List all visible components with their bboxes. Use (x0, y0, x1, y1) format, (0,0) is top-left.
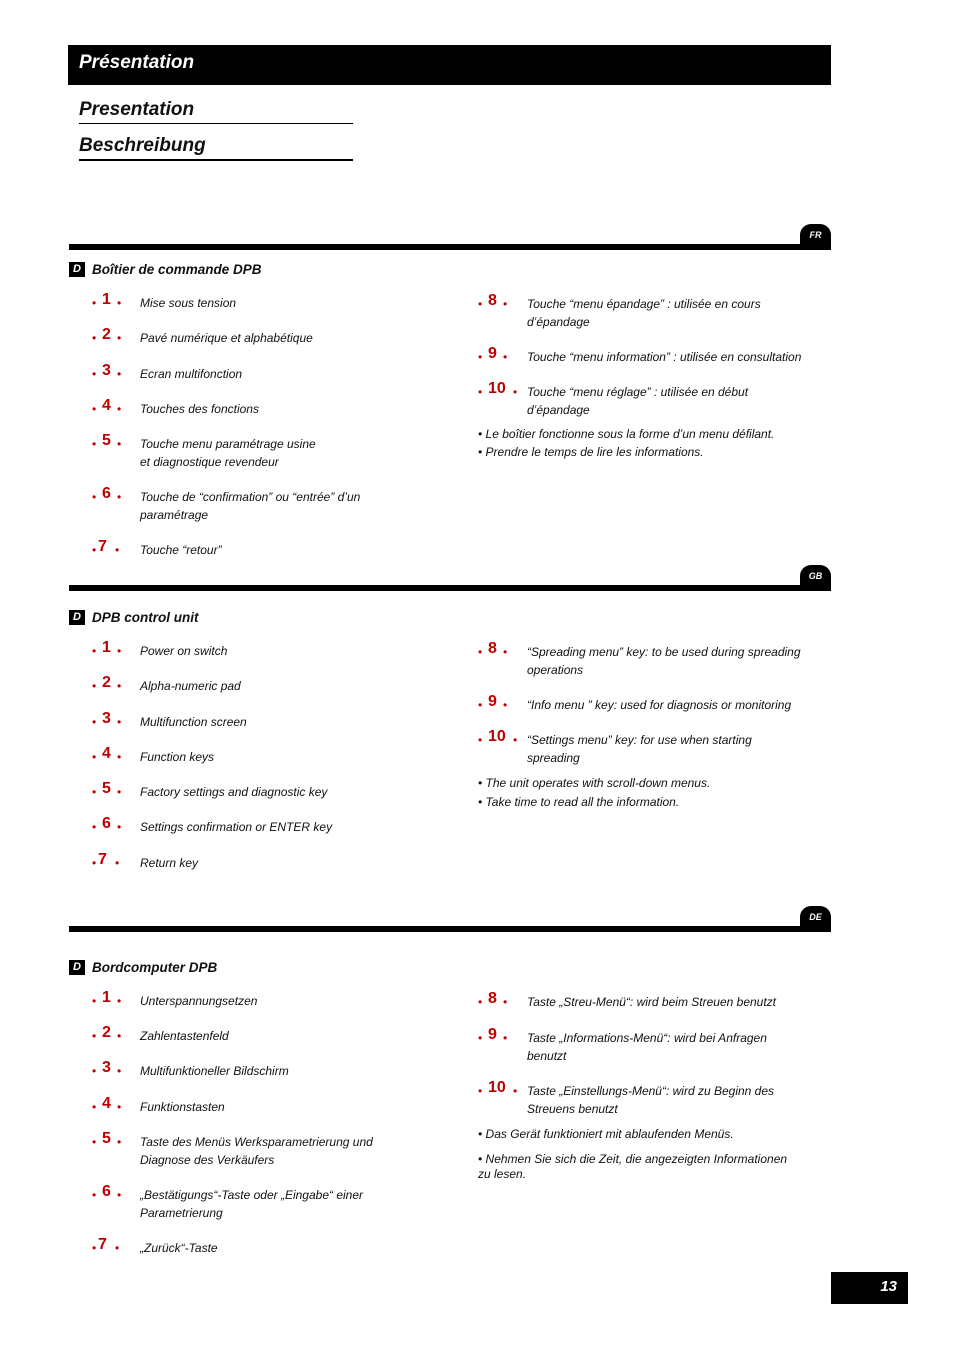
item-text: Mise sous tension (140, 296, 237, 310)
info-note: • Das Gerät funktioniert mit ablaufenden Menüs. (478, 1127, 734, 1141)
page-number-box (831, 1272, 908, 1304)
bullet-dot: • (92, 750, 97, 764)
bullet-dot: • (117, 296, 122, 310)
info-note: • Take time to read all the information. (478, 795, 680, 809)
item-text: „Zurück“-Taste (140, 1241, 218, 1255)
item-text: Diagnose des Verkäufers (140, 1153, 275, 1167)
bullet-dot: • (92, 715, 97, 729)
section-title (69, 260, 262, 278)
info-note: • The unit operates with scroll-down menus. (478, 776, 711, 790)
item-text: paramétrage (140, 508, 209, 522)
bullet-dot: • (92, 543, 97, 557)
item-text: Touche de “confirmation” ou “entrée” d’un (140, 490, 361, 504)
item-number: 6 (102, 815, 111, 832)
item-text: Parametrierung (140, 1206, 223, 1220)
item-text: Power on switch (140, 644, 228, 658)
item-text: Multifunktioneller Bildschirm (140, 1064, 289, 1078)
item-number: 4 (102, 745, 111, 762)
bullet-dot: • (117, 331, 122, 345)
section-badge: D (69, 610, 85, 625)
item-text: Factory settings and diagnostic key (140, 785, 328, 799)
section-rule (69, 244, 831, 250)
item-number: 2 (102, 1024, 111, 1041)
section-title-text: Bordcomputer DPB (92, 959, 218, 975)
bullet-dot: • (503, 350, 508, 364)
item-text: Taste „Informations-Menü“: wird bei Anfragen (527, 1031, 767, 1045)
bullet-dot: • (513, 1084, 518, 1098)
item-text: Zahlentastenfeld (140, 1029, 229, 1043)
item-text: „Bestätigungs“-Taste oder „Eingabe“ einer (140, 1188, 364, 1202)
section-badge: D (69, 960, 85, 975)
bullet-dot: • (478, 645, 483, 659)
bullet-dot: • (117, 1135, 122, 1149)
bullet-dot: • (117, 1188, 122, 1202)
item-text: “Spreading menu” key: to be used during spreading (527, 645, 801, 659)
item-text: d’épandage (527, 403, 590, 417)
info-note: zu lesen. (478, 1167, 527, 1181)
bullet-dot: • (117, 679, 122, 693)
item-text: “Settings menu” key: for use when starting (527, 733, 752, 747)
bullet-dot: • (117, 994, 122, 1008)
language-tab-fr: FR (800, 224, 831, 246)
item-text: et diagnostique revendeur (140, 455, 279, 469)
item-text: Alpha-numeric pad (140, 679, 241, 693)
subtitle-en: Presentation (79, 99, 353, 124)
item-number: 5 (102, 432, 111, 449)
section-title (69, 608, 199, 626)
bullet-dot: • (117, 715, 122, 729)
bullet-dot: • (92, 1064, 97, 1078)
bullet-dot: • (117, 644, 122, 658)
item-number: 7 (98, 851, 107, 868)
item-text: operations (527, 663, 584, 677)
item-text: Touche “menu information” : utilisée en consultation (527, 350, 802, 364)
item-number: 7 (98, 538, 107, 555)
bullet-dot: • (115, 1241, 120, 1255)
item-number: 1 (102, 291, 111, 308)
bullet-dot: • (117, 820, 122, 834)
section-rule (69, 926, 831, 932)
bullet-dot: • (117, 402, 122, 416)
item-number: 4 (102, 397, 111, 414)
page-title: Présentation (79, 52, 195, 73)
page-number: 13 (880, 1278, 897, 1295)
item-text: Taste „Einstellungs-Menü“: wird zu Beginn des (527, 1084, 775, 1098)
bullet-dot: • (117, 437, 122, 451)
bullet-dot: • (478, 733, 483, 747)
bullet-dot: • (115, 543, 120, 557)
bullet-dot: • (117, 785, 122, 799)
bullet-dot: • (503, 645, 508, 659)
bullet-dot: • (503, 1031, 508, 1045)
bullet-dot: • (92, 856, 97, 870)
bullet-dot: • (478, 297, 483, 311)
item-text: Taste „Streu-Menü“: wird beim Streuen benutzt (527, 995, 777, 1009)
item-text: Funktionstasten (140, 1100, 225, 1114)
item-text: Return key (140, 856, 199, 870)
info-note: • Nehmen Sie sich die Zeit, die angezeigten Informationen (478, 1152, 788, 1166)
item-number: 9 (488, 1026, 497, 1043)
bullet-dot: • (503, 995, 508, 1009)
item-number: 9 (488, 693, 497, 710)
item-number: 3 (102, 710, 111, 727)
item-number: 3 (102, 362, 111, 379)
bullet-dot: • (92, 1241, 97, 1255)
bullet-dot: • (92, 1135, 97, 1149)
bullet-dot: • (117, 1100, 122, 1114)
item-text: Multifunction screen (140, 715, 247, 729)
item-text: benutzt (527, 1049, 567, 1063)
item-text: Touche “retour” (140, 543, 222, 557)
item-number: 10 (488, 380, 506, 397)
info-note: • Le boîtier fonctionne sous la forme d’un menu défilant. (478, 427, 775, 441)
bullet-dot: • (92, 644, 97, 658)
item-number: 8 (488, 990, 497, 1007)
bullet-dot: • (478, 385, 483, 399)
bullet-dot: • (478, 350, 483, 364)
bullet-dot: • (92, 1100, 97, 1114)
bullet-dot: • (92, 490, 97, 504)
item-number: 3 (102, 1059, 111, 1076)
subtitle-de: Beschreibung (79, 135, 353, 161)
bullet-dot: • (92, 820, 97, 834)
item-number: 4 (102, 1095, 111, 1112)
bullet-dot: • (92, 679, 97, 693)
bullet-dot: • (92, 331, 97, 345)
item-number: 10 (488, 728, 506, 745)
item-text: Touche “menu épandage” : utilisée en cours (527, 297, 761, 311)
item-number: 2 (102, 674, 111, 691)
item-text: Settings confirmation or ENTER key (140, 820, 333, 834)
item-number: 9 (488, 345, 497, 362)
bullet-dot: • (478, 995, 483, 1009)
item-number: 5 (102, 780, 111, 797)
item-text: Unterspannungsetzen (140, 994, 258, 1008)
language-tab-de: DE (800, 906, 831, 928)
section-title (69, 958, 217, 976)
item-number: 6 (102, 1183, 111, 1200)
bullet-dot: • (92, 296, 97, 310)
section-title-text: DPB control unit (92, 609, 199, 625)
bullet-dot: • (92, 437, 97, 451)
bullet-dot: • (92, 994, 97, 1008)
bullet-dot: • (92, 1188, 97, 1202)
bullet-dot: • (115, 856, 120, 870)
item-text: Streuens benutzt (527, 1102, 618, 1116)
item-text: d’épandage (527, 315, 590, 329)
bullet-dot: • (513, 733, 518, 747)
bullet-dot: • (92, 785, 97, 799)
bullet-dot: • (503, 297, 508, 311)
header-bar (68, 45, 831, 85)
bullet-dot: • (92, 367, 97, 381)
item-number: 10 (488, 1079, 506, 1096)
item-number: 8 (488, 292, 497, 309)
item-text: Touches des fonctions (140, 402, 259, 416)
item-text: Pavé numérique et alphabétique (140, 331, 313, 345)
item-number: 1 (102, 989, 111, 1006)
item-text: “Info menu ” key: used for diagnosis or monitoring (527, 698, 792, 712)
item-text: Touche menu paramétrage usine (140, 437, 316, 451)
item-number: 6 (102, 485, 111, 502)
item-text: Ecran multifonction (140, 367, 243, 381)
bullet-dot: • (92, 402, 97, 416)
bullet-dot: • (503, 698, 508, 712)
bullet-dot: • (117, 1029, 122, 1043)
section-rule (69, 585, 831, 591)
item-text: Touche “menu réglage” : utilisée en début (527, 385, 749, 399)
item-number: 1 (102, 639, 111, 656)
section-title-text: Boîtier de commande DPB (92, 261, 262, 277)
info-note: • Prendre le temps de lire les informations. (478, 445, 704, 459)
item-text: Function keys (140, 750, 215, 764)
bullet-dot: • (92, 1029, 97, 1043)
bullet-dot: • (513, 385, 518, 399)
item-number: 2 (102, 326, 111, 343)
bullet-dot: • (117, 490, 122, 504)
item-number: 7 (98, 1236, 107, 1253)
bullet-dot: • (478, 1084, 483, 1098)
item-number: 8 (488, 640, 497, 657)
item-text: spreading (527, 751, 580, 765)
bullet-dot: • (117, 367, 122, 381)
item-text: Taste des Menüs Werksparametrierung und (140, 1135, 373, 1149)
item-number: 5 (102, 1130, 111, 1147)
section-badge: D (69, 262, 85, 277)
language-tab-gb: GB (800, 565, 831, 587)
bullet-dot: • (117, 750, 122, 764)
bullet-dot: • (478, 1031, 483, 1045)
bullet-dot: • (117, 1064, 122, 1078)
bullet-dot: • (478, 698, 483, 712)
